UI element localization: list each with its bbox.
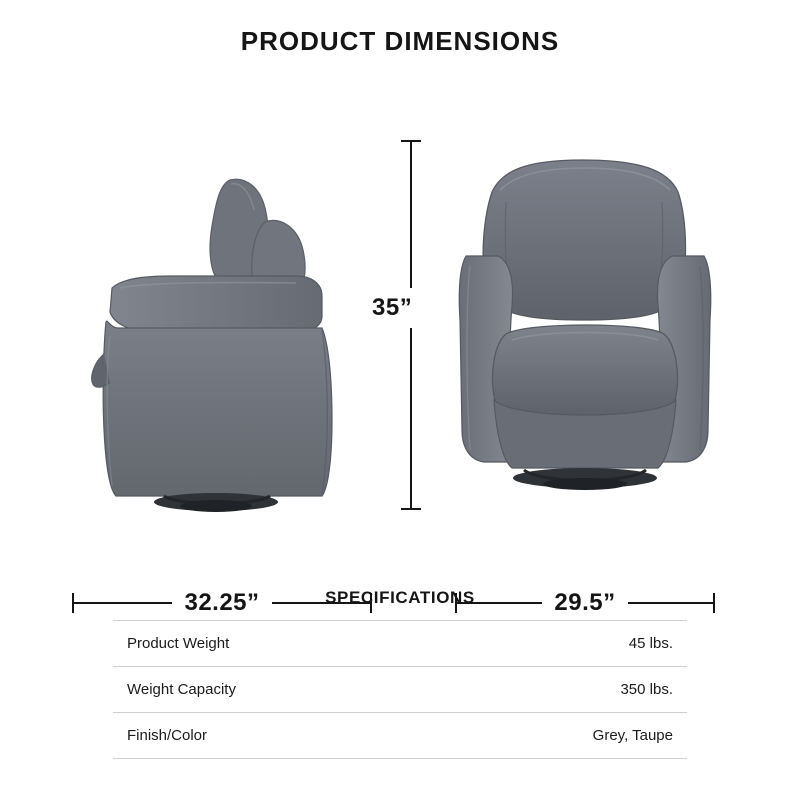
specifications-table [113,620,687,759]
front-width-label: 29.5” [554,589,616,616]
table-row [113,667,687,713]
side-view-chair [60,130,370,520]
spec-value: 45 lbs. [628,635,673,652]
spec-label: Weight Capacity [127,681,236,698]
spec-value: Grey, Taupe [592,727,673,744]
specifications-title: SPECIFICATIONS [325,588,475,607]
table-row [113,621,687,667]
table-row [113,713,687,759]
front-view-chair [450,130,720,520]
side-width-label: 32.25” [184,589,260,616]
spec-label: Product Weight [127,635,230,652]
spec-value: 350 lbs. [620,681,673,698]
spec-label: Finish/Color [127,727,208,744]
height-dimension-label: 35” [368,288,416,328]
page-title: PRODUCT DIMENSIONS [240,26,560,56]
side-view-chair-illustration [60,130,370,520]
front-view-chair-illustration [450,130,720,520]
